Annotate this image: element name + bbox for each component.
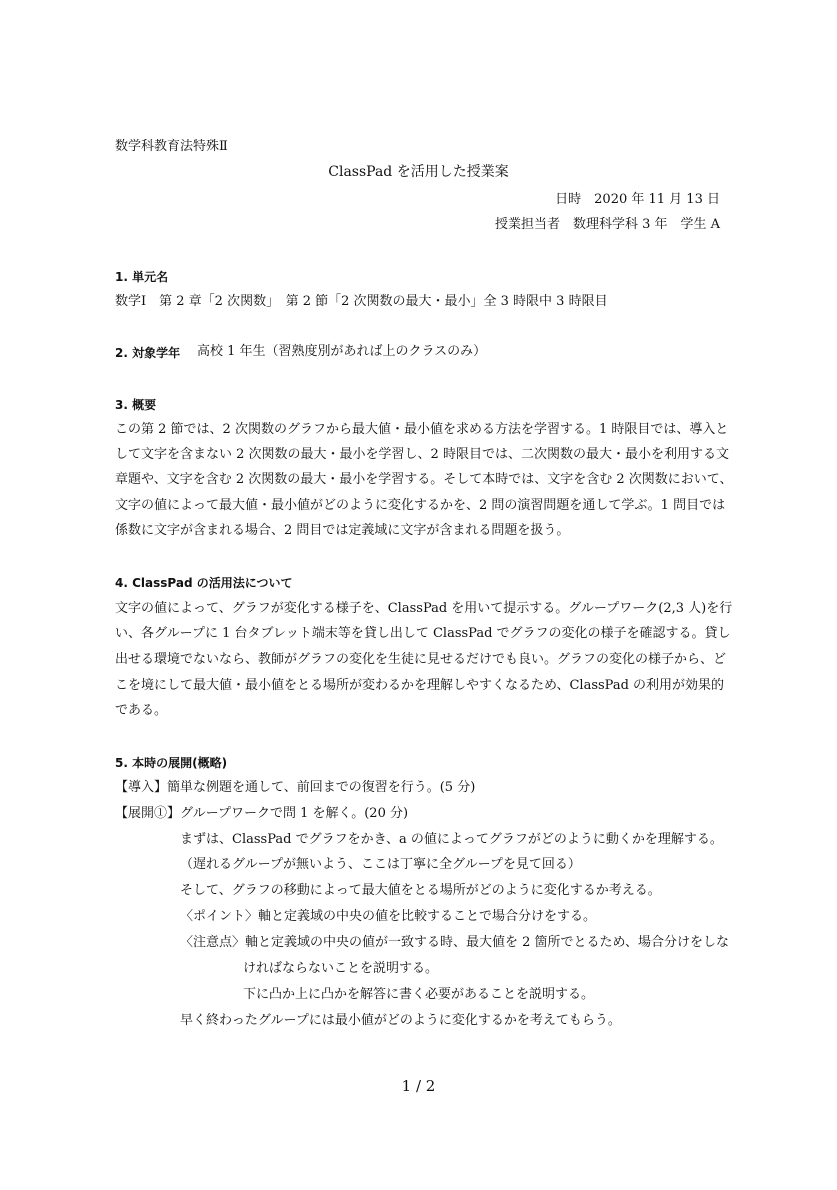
section-5-step: （遅れるグループが無いよう、ここは丁寧に全グループを見て回る） [180, 857, 581, 872]
section-3-line: この第 2 節では、2 次関数のグラフから最大値・最小値を求める方法を学習する。1 時限目では、導入と [115, 422, 729, 437]
section-3-line: 係数に文字が含まれる場合、2 問目では定義域に文字が含まれる問題を扱う。 [115, 523, 570, 538]
section-4-line: い、各グループに 1 台タブレット端末等を貸し出して ClassPad でグラフの変化の様子を確認する。貸し [115, 626, 731, 641]
section-5-caution-cont: ければならないことを説明する。 [243, 961, 439, 976]
section-1-heading: 1. 単元名 [115, 270, 169, 284]
section-5-caution: 〈注意点〉軸と定義域の中央の値が一致する時、最大値を 2 箇所でとるため、場合分けをしな [180, 935, 730, 950]
document-title: ClassPad を活用した授業案 [328, 164, 509, 180]
section-5-step: まずは、ClassPad でグラフをかき、a の値によってグラフがどのように動くかを理解する。 [180, 832, 723, 847]
section-1-body: 数学Ⅰ 第 2 章「2 次関数」 第 2 節「2 次関数の最大・最小」全 3 時限中 3 時限目 [115, 294, 608, 309]
section-5-intro: 【導入】簡単な例題を通して、前回までの復習を行う。(5 分) [115, 780, 476, 795]
page-number: 1 / 2 [401, 1077, 436, 1095]
section-3-line: して文字を含まない 2 次関数の最大・最小を学習し、2 時限目では、二次関数の最大・最小を利用する文 [115, 447, 729, 462]
section-4-line: 文字の値によって、グラフが変化する様子を、ClassPad を用いて提示する。グループワーク(2,3 人)を行 [115, 601, 733, 616]
section-2-heading: 2. 対象学年 [115, 346, 181, 360]
document-author: 授業担当者 数理科学科 3 年 学生 A [494, 217, 720, 232]
section-5-caution-cont: 下に凸か上に凸かを解答に書く必要があることを説明する。 [243, 987, 595, 1002]
section-5-development-1: 【展開①】グループワークで問 1 を解く。(20 分) [115, 806, 409, 821]
section-4-line: である。 [115, 703, 168, 718]
section-4-heading: 4. ClassPad の活用法について [115, 576, 293, 590]
section-5-step: そして、グラフの移動によって最大値をとる場所がどのように変化するか考える。 [180, 883, 661, 898]
document-date: 日時 2020 年 11 月 13 日 [555, 192, 720, 207]
section-5-step: 早く終わったグループには最小値がどのように変化するかを考えてもらう。 [180, 1013, 621, 1028]
section-4-line: こを境にして最大値・最小値をとる場所が変わるかを理解しやすくなるため、ClassPad の利用が効果的 [115, 678, 725, 693]
section-3-heading: 3. 概要 [115, 398, 157, 412]
section-2-body: 高校 1 年生（習熟度別があれば上のクラスのみ） [197, 344, 487, 359]
section-5-point: 〈ポイント〉軸と定義域の中央の値を比較することで場合分けをする。 [180, 909, 597, 924]
section-3-line: 文字の値によって最大値・最小値がどのように変化するかを、2 問の演習問題を通して学ぶ。1 問目では [115, 498, 726, 513]
section-5-heading: 5. 本時の展開(概略) [115, 756, 228, 770]
section-4-line: 出せる環境でないなら、教師がグラフの変化を生徒に見せるだけでも良い。グラフの変化の様子から、ど [115, 652, 727, 667]
course-name: 数学科教育法特殊Ⅱ [115, 139, 228, 154]
section-3-line: 章題や、文字を含む 2 次関数の最大・最小を学習する。そして本時では、文字を含む 2 次関数において、 [115, 472, 733, 487]
